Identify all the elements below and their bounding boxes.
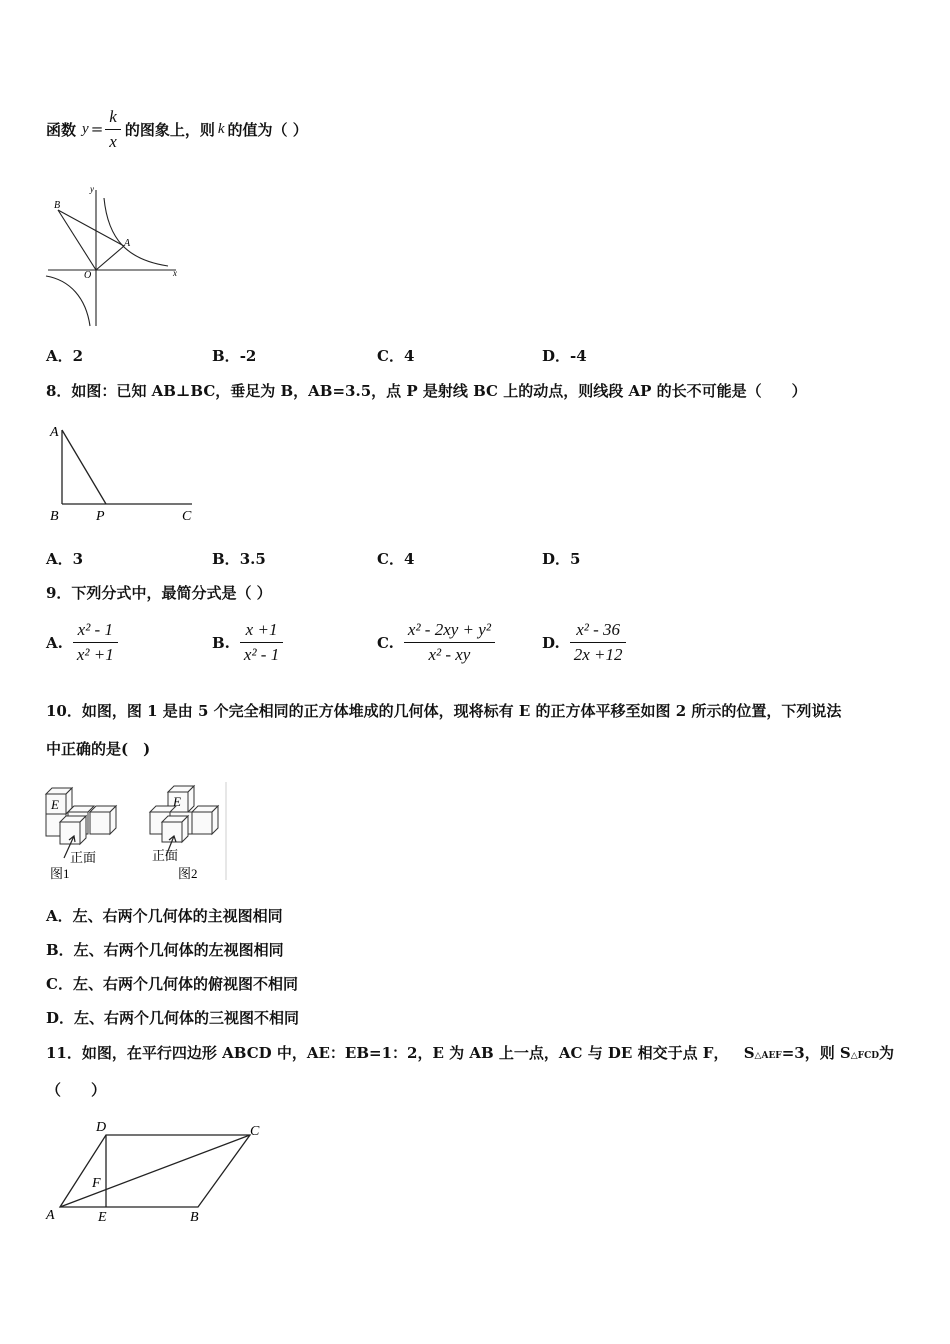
q9-c-denominator: x² - xy [428, 645, 471, 664]
q7-hyperbola-branch-right [104, 198, 168, 266]
q10-label-front1: 正面 [70, 850, 97, 865]
q10-stem-line1: 10．如图，图 1 是由 5 个完全相同的正方体堆成的几何体，现将标有 E 的正方体平移至如图 2 所示的位置，下列说法 [46, 702, 842, 720]
q7-suffix-b: 的值为（ ） [227, 120, 308, 139]
q8-stem: 8．如图：已知 AB⊥BC，垂足为 B，AB=3.5，点 P 是射线 BC 上的动点，则线段 AP 的长不可能是（ ） [46, 382, 807, 400]
q7-formula [82, 107, 121, 152]
q8-option-b: B．3.5 [212, 550, 266, 568]
q9-c-numerator: x² - 2xy + y² [404, 620, 495, 643]
q8-label-p: P [96, 509, 105, 524]
q10-option-a: A．左、右两个几何体的主视图相同 [46, 907, 283, 925]
q7-option-c: C．4 [377, 347, 415, 365]
q7-segment-oa [96, 246, 124, 270]
q7-label-y: y [90, 184, 94, 194]
q11-label-d: D [96, 1120, 107, 1135]
q7-formula-frac [105, 107, 121, 152]
q9-d-numerator: x² - 36 [570, 620, 627, 643]
q11-parallelogram-figure [42, 1115, 272, 1225]
q10-caption-fig1: 图1 [50, 866, 70, 881]
q8-option-a: A．3 [46, 550, 84, 568]
q10-option-c: C．左、右两个几何体的俯视图不相同 [46, 975, 298, 993]
q8-option-c: C．4 [377, 550, 415, 568]
q8-right-angle-figure [44, 420, 204, 530]
q11-stem-line2: （ ） [46, 1081, 107, 1099]
q11-label-f: F [92, 1176, 101, 1191]
q10-label-e2: E [173, 794, 181, 809]
q10-option-d: D．左、右两个几何体的三视图不相同 [46, 1009, 300, 1027]
q7-formula-y: y [82, 120, 89, 137]
q7-stem [46, 104, 308, 154]
q7-option-a: A．2 [46, 347, 84, 365]
q9-stem: 9．下列分式中，最简分式是（ ） [46, 584, 272, 602]
q10-label-e1: E [51, 797, 59, 812]
q8-option-d: D．5 [542, 550, 581, 568]
q10-caption-fig2: 图2 [178, 866, 198, 881]
q9-a-numerator: x² - 1 [73, 620, 118, 643]
q7-label-x: x [173, 268, 177, 278]
q9-b-denominator: x² - 1 [243, 645, 280, 664]
q8-label-b: B [50, 509, 59, 524]
q9-option-d: D. $\frac{\text{x² - 36}}{2x +12}$ [542, 620, 626, 665]
q7-segment-ba [58, 210, 124, 246]
q11-stem-line1: 11．如图，在平行四边形 ABCD 中，AE：EB=1：2，E 为 AB 上一点，AC 与 DE 相交于点 F， S△AEF=3，则 S△FCD为 [46, 1044, 895, 1062]
q10-figure2-cubes [150, 786, 218, 842]
q11-label-b: B [190, 1210, 199, 1225]
q8-segment-ap [62, 430, 106, 504]
q7-label-o: O [84, 270, 92, 281]
q10-label-front2: 正面 [152, 848, 179, 863]
q7-formula-den: x [109, 131, 117, 151]
q9-option-b: B. $\frac{x +1}{\text{x² - 1}}$ [212, 620, 283, 665]
q10-stem-line2: 中正确的是( ) [46, 740, 151, 758]
q11-area-fcd-subscript: △FCD [850, 1051, 880, 1061]
q7-formula-num: k [105, 107, 121, 130]
q11-label-a: A [46, 1208, 55, 1223]
q7-hyperbola-figure [40, 180, 190, 330]
q9-option-a: A. $\frac{\text{x² - 1}}{\text{x² +1}}$ [46, 620, 118, 665]
q9-d-denominator: 2x +12 [573, 645, 623, 664]
q7-prefix: 函数 [46, 120, 77, 139]
q8-label-a: A [50, 425, 59, 440]
q7-formula-eq: = [90, 120, 104, 138]
q11-label-c: C [250, 1124, 260, 1139]
q7-k: k [217, 120, 225, 137]
q11-area-aef-subscript: △AEF [754, 1051, 782, 1061]
q7-option-d: D．-4 [542, 347, 587, 365]
q7-segment-bo [58, 210, 96, 270]
q7-hyperbola-branch-left [46, 276, 90, 326]
q7-option-b: B．-2 [212, 347, 257, 365]
q9-b-numerator: x +1 [240, 620, 283, 643]
q10-cubes-figure [42, 782, 232, 882]
q7-suffix-a: 的图象上，则 [124, 120, 215, 139]
q11-label-e: E [98, 1210, 107, 1225]
q8-label-c: C [182, 509, 192, 524]
q11-diagonal-ac [60, 1135, 250, 1207]
q7-label-b: B [54, 200, 61, 211]
q9-a-denominator: x² +1 [76, 645, 114, 664]
q7-label-a: A [124, 238, 131, 249]
q10-option-b: B．左、右两个几何体的左视图相同 [46, 941, 284, 959]
q9-option-c: C. $\frac{\text{x² - 2xy + y²}}{\text{x² - xy}}$ [377, 620, 495, 665]
